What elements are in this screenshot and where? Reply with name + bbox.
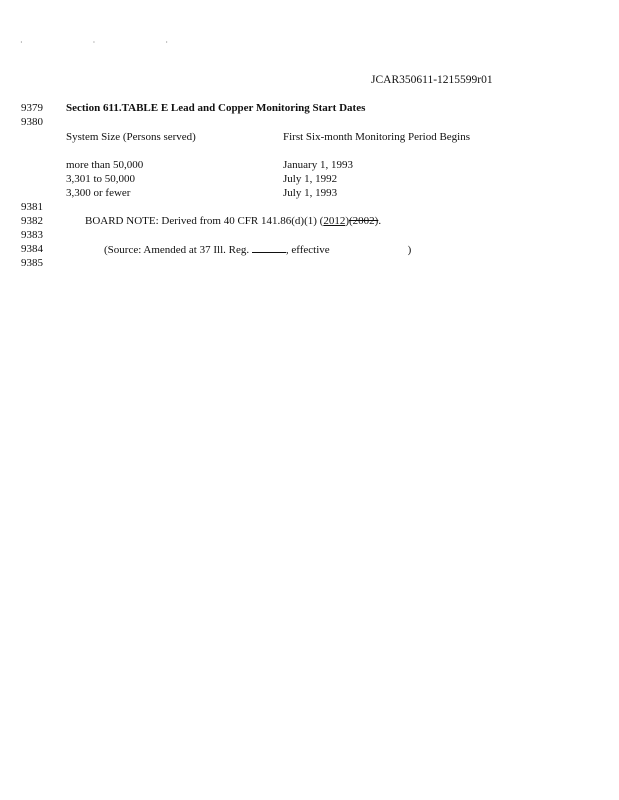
table-row [0,159,619,173]
table-header-row [0,131,619,145]
line-number: 9381 [21,201,43,213]
source-suffix: ) [407,244,412,256]
table-row [0,173,619,187]
start-date-cell: January 1, 1993 [283,159,353,171]
line-9379 [0,102,619,116]
system-size-cell: 3,301 to 50,000 [66,173,136,185]
board-note-suffix: . [378,215,382,227]
board-note: BOARD NOTE: Derived from 40 CFR 141.86(d)(1) (2012)(2002). [85,215,382,227]
source-prefix: (Source: Amended at 37 Ill. Reg. [104,244,250,256]
section-title: Section 611.TABLE E Lead and Copper Monitoring Start Dates [66,102,366,114]
page-marks: · · · [20,38,202,47]
start-date-cell: July 1, 1992 [283,173,338,185]
deleted-text: (2002) [348,215,379,227]
system-size-cell: 3,300 or fewer [66,187,131,199]
line-9385 [0,257,619,271]
line-9381 [0,201,619,215]
register-page-blank [252,243,286,253]
board-note-prefix: BOARD NOTE: Derived from 40 CFR 141.86(d)(1) ( [85,215,324,227]
line-9382 [0,215,619,229]
start-date-cell: July 1, 1993 [283,187,338,199]
line-9380 [0,116,619,130]
table-row [0,187,619,201]
line-9383 [0,229,619,243]
line-number: 9380 [21,116,43,128]
line-number: 9382 [21,215,43,227]
line-number: 9384 [21,243,43,255]
line-9384 [0,243,619,257]
source-note [104,243,411,256]
column-header-monitoring-period: First Six-month Monitoring Period Begins [283,131,471,143]
column-header-system-size: System Size (Persons served) [66,131,196,143]
system-size-cell: more than 50,000 [66,159,144,171]
line-number: 9383 [21,229,43,241]
line-number: 9379 [21,102,43,114]
source-middle: , effective [285,244,330,256]
document-code: JCAR350611-1215599r01 [371,74,493,86]
inserted-text: 2012 [323,215,346,227]
line-number: 9385 [21,257,43,269]
